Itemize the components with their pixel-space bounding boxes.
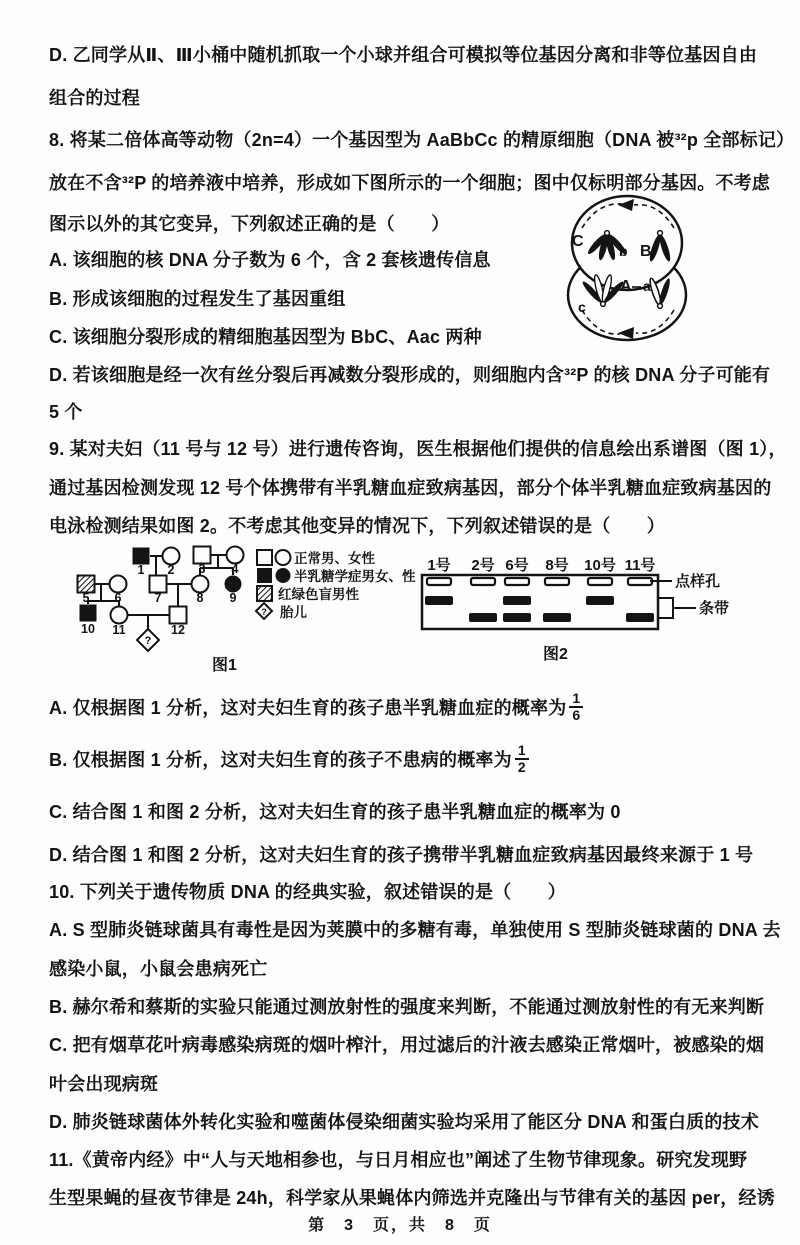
q8-stem-line2: 放在不含³²P 的培养液中培养，形成如下图所示的一个细胞；图中仅标明部分基因。不考虑 [49,173,771,193]
legend-normal-female-icon [276,550,291,565]
q10-option-c-line1: C. 把有烟草花叶病毒感染病斑的烟叶榨汁，用过滤后的汁液去感染正常烟叶，被感染的烟 [49,1035,765,1055]
gene-label-A: A [620,278,632,295]
q9-stem-line2: 通过基因检测发现 12 号个体携带有半乳糖血症致病基因，部分个体半乳糖血症致病基因的 [49,478,772,498]
legend-normal-male-icon [257,550,272,565]
gene-label-a: a [643,278,651,294]
q8-option-d-line2: 5 个 [49,402,83,422]
q8-option-a: A. 该细胞的核 DNA 分子数为 6 个，含 2 套核遗传信息 [49,250,491,270]
svg-text:11: 11 [112,623,126,637]
pedigree-figure1 [40,541,460,681]
gel-wells [427,578,652,585]
q10-option-a-line2: 感染小鼠，小鼠会患病死亡 [49,959,268,979]
svg-text:10: 10 [81,622,95,636]
gel-band-upper [425,596,453,605]
svg-text:1号: 1号 [427,557,451,574]
pedigree-3-normal-male [194,547,211,564]
pedigree-numbers [81,562,238,637]
q8-option-b: B. 形成该细胞的过程发生了基因重组 [49,289,346,309]
svg-text:9: 9 [229,591,237,605]
legend-colorblind-label: 红绿色盲男性 [278,587,359,602]
gene-label-B: B [640,243,652,260]
legend-fetus-mark: ? [261,607,267,617]
svg-text:6号: 6号 [505,557,529,574]
q10-option-a-line1: A. S 型肺炎链球菌具有毒性是因为荚膜中的多糖有毒，单独使用 S 型肺炎链球菌的 DNA 去 [49,920,781,940]
svg-text:3: 3 [198,562,206,576]
q11-stem-line2: 生型果蝇的昼夜节律是 24h，科学家从果蝇体内筛选并克隆出与节律有关的基因 per，经诱 [49,1188,775,1208]
option-text: A. 仅根据图 1 分析，这对夫妇生育的孩子患半乳糖血症的概率为 [49,698,567,719]
q8-stem-line3: 图示以外的其它变异，下列叙述正确的是（ ） [49,214,450,234]
band-bracket [658,598,673,618]
pedigree-4-normal-female [227,547,244,564]
svg-text:5: 5 [82,591,90,605]
pedigree-legend [256,550,416,620]
fetus-question-mark: ? [144,635,152,647]
cell-diagram [556,192,704,344]
band-label: 条带 [699,600,730,617]
q10-stem: 10. 下列关于遗传物质 DNA 的经典实验，叙述错误的是（ ） [49,882,566,902]
svg-text:7: 7 [154,591,162,605]
fraction-one-half: $\frac{1}{2}$ [515,743,529,776]
pedigree-12-normal-male [170,607,187,624]
legend-affected-female-icon [276,568,291,583]
gene-label-c: c [578,299,586,315]
page-footer: 第 3 页，共 8 页 [308,1217,492,1234]
gel-band-upper [503,596,531,605]
pedigree-1-affected-male [133,548,150,565]
q10-option-c-line2: 叶会出现病斑 [49,1074,159,1094]
svg-text:1: 1 [137,563,145,577]
gel-well [545,578,569,585]
pedigree-7-normal-male [150,576,167,593]
gel-band-lower [469,613,497,622]
q10-option-d: D. 肺炎链球菌体外转化实验和噬菌体侵染细菌实验均采用了能区分 DNA 和蛋白质的技术 [49,1112,759,1132]
legend-normal-label: 正常男、女性 [294,551,375,566]
gel-well [427,578,451,585]
svg-text:10号: 10号 [584,557,616,574]
svg-text:11号: 11号 [624,557,656,574]
pedigree-10-affected-male [80,605,97,622]
gene-label-b: b [619,243,628,259]
gel-figure2 [420,548,798,666]
pedigree-11-normal-female [111,607,128,624]
gel-well [505,578,529,585]
gene-label-C: C [572,233,584,250]
q9-stem-line1: 9. 某对夫妇（11 号与 12 号）进行遗传咨询，医生根据他们提供的信息绘出系谱图（图 1）， [49,439,787,459]
pedigree-5-colorblind-male [78,576,95,593]
gel-well [628,578,652,585]
gel-well [471,578,495,585]
q9-stem-line3: 电泳检测结果如图 2。不考虑其他变异的情况下，下列叙述错误的是（ ） [49,516,666,536]
q10-option-b: B. 赫尔希和蔡斯的实验只能通过测放射性的强度来判断，不能通过测放射性的有无来判断 [49,997,765,1017]
legend-fetus-label: 胎儿 [280,605,307,620]
q7-option-d-line2: 组合的过程 [49,88,140,108]
gel-band-upper [586,596,614,605]
gel-band-lower [543,613,571,622]
gel-bands [425,596,654,622]
figure2-caption: 图2 [543,646,568,663]
gel-well [588,578,612,585]
svg-text:6: 6 [114,591,122,605]
q7-option-d-line1: D. 乙同学从Ⅱ、Ⅲ小桶中随机抓取一个小球并组合可模拟等位基因分离和非等位基因自由 [49,45,758,65]
svg-text:2: 2 [167,563,175,577]
q9-option-a [49,690,583,726]
well-label: 点样孔 [675,573,721,590]
legend-galactosemia-label: 半乳糖学症男女、性 [294,569,416,584]
q8-option-d-line1: D. 若该细胞是经一次有丝分裂后再减数分裂形成的，则细胞内含³²P 的核 DNA 分子可能有 [49,365,771,385]
pedigree-9-affected-female [225,576,242,593]
gel-band-lower [626,613,654,622]
svg-text:8: 8 [196,591,204,605]
q9-option-d: D. 结合图 1 和图 2 分析，这对夫妇生育的孩子携带半乳糖血症致病基因最终来源于 1 号 [49,845,754,865]
gel-box [422,575,658,629]
legend-affected-male-icon [257,568,272,583]
pedigree-2-normal-female [163,548,180,565]
q9-option-c: C. 结合图 1 和图 2 分析，这对夫妇生育的孩子患半乳糖血症的概率为 0 [49,802,621,822]
figure1-caption: 图1 [212,657,237,674]
svg-text:2号: 2号 [471,557,495,574]
q8-option-c: C. 该细胞分裂形成的精细胞基因型为 BbC、Aac 两种 [49,327,482,347]
pedigree-8-normal-female [192,576,209,593]
legend-colorblind-male-icon [257,586,272,601]
option-text: B. 仅根据图 1 分析，这对夫妇生育的孩子不患病的概率为 [49,750,512,771]
fraction-one-sixth: $\frac{1}{6}$ [569,691,583,724]
gel-lane-labels [427,556,655,574]
gel-band-lower [503,613,531,622]
q9-option-b [49,742,529,778]
svg-text:4: 4 [231,562,239,576]
q8-stem-line1: 8. 将某二倍体高等动物（2n=4）一个基因型为 AaBbCc 的精原细胞（DNA 被³²p 全部标记） [49,130,795,150]
q11-stem-line1: 11.《黄帝内经》中“人与天地相参也，与日月相应也”阐述了生物节律现象。研究发现野 [49,1150,748,1170]
svg-text:8号: 8号 [545,557,569,574]
svg-text:12: 12 [171,623,185,637]
pedigree-6-normal-female [110,576,127,593]
